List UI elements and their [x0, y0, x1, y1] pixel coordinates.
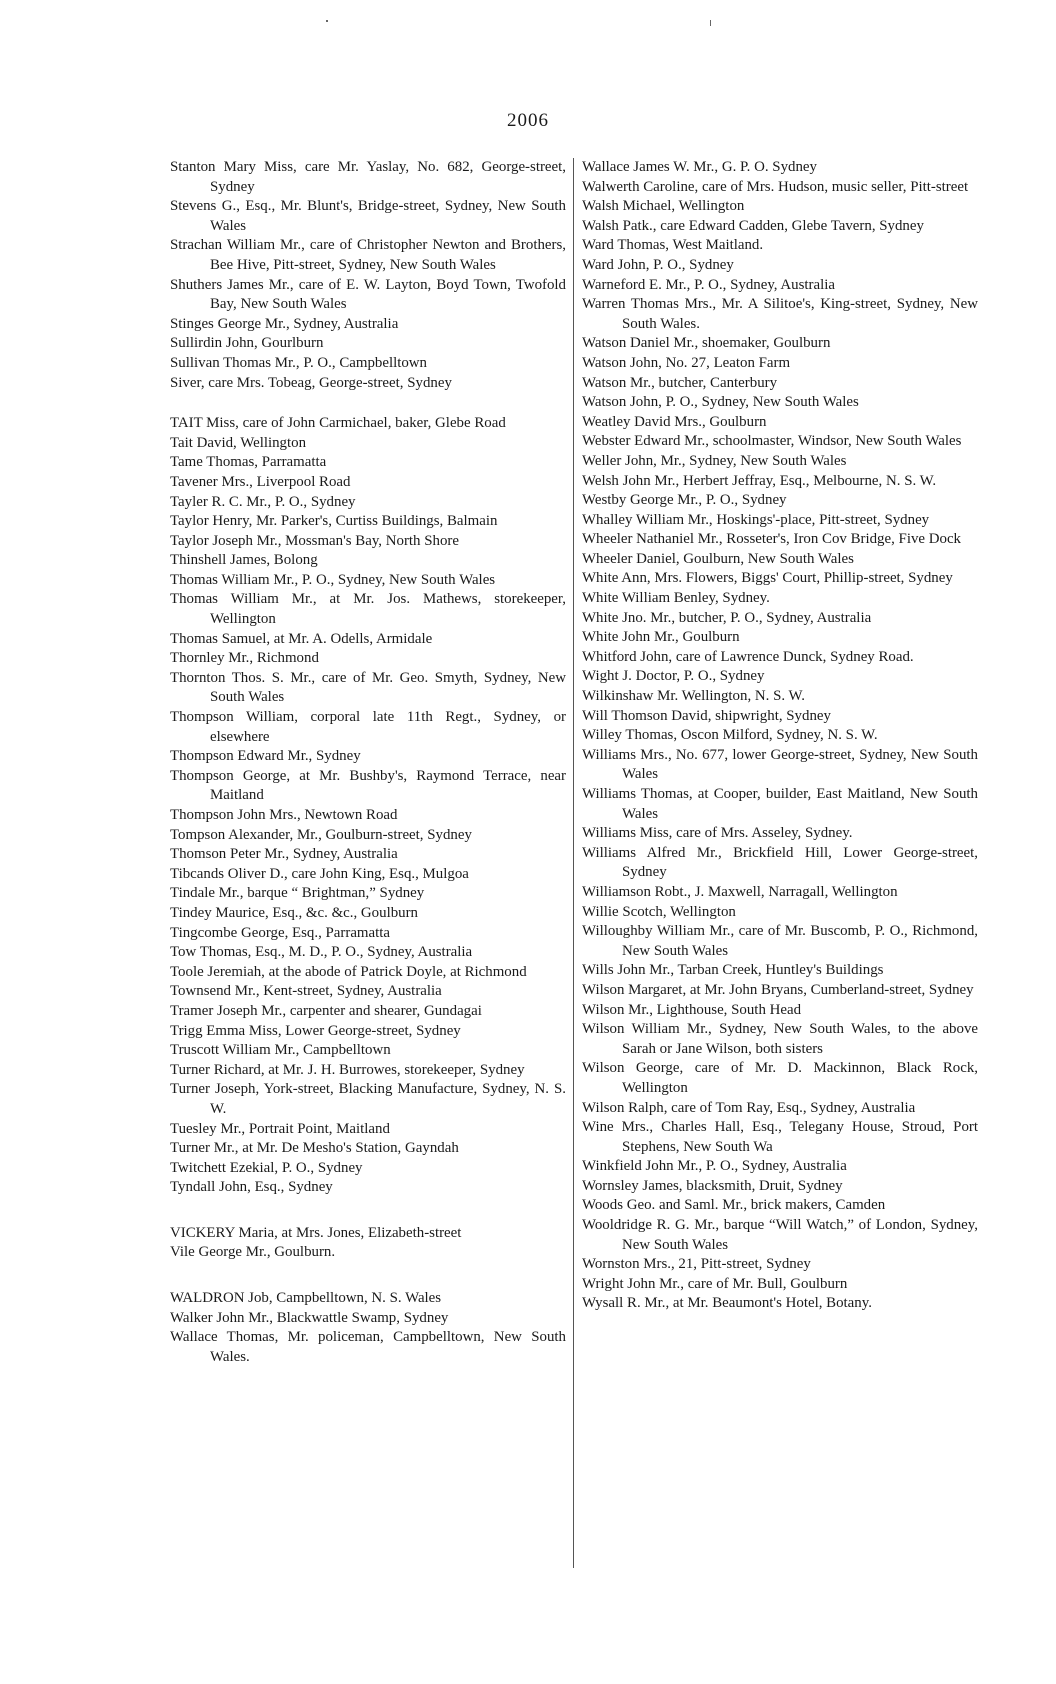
directory-entry: Willey Thomas, Oscon Milford, Sydney, N. S. W.	[582, 727, 878, 744]
directory-entry: Thinshell James, Bolong	[170, 552, 318, 569]
directory-entry: Thompson George, at Mr. Bushby's, Raymond Terrace, near Maitland	[170, 767, 566, 804]
directory-entry: Tibcands Oliver D., care John King, Esq., Mulgoa	[170, 865, 469, 882]
directory-entry: Will Thomson David, shipwright, Sydney	[582, 707, 831, 724]
directory-entry: Tayler R. C. Mr., P. O., Sydney	[170, 493, 356, 510]
directory-entry: Stevens G., Esq., Mr. Blunt's, Bridge-street, Sydney, New South Wales	[170, 198, 566, 234]
directory-entry: Wilkinshaw Mr. Wellington, N. S. W.	[582, 688, 805, 705]
directory-entry: Wooldridge R. G. Mr., barque “Will Watch,” of London, Sydney, New South Wales	[582, 1217, 978, 1253]
directory-entry: White John Mr., Goulburn	[582, 629, 740, 646]
directory-entry: Welsh John Mr., Herbert Jeffray, Esq., Melbourne, N. S. W.	[582, 472, 937, 489]
directory-entry: Walsh Patk., care Edward Cadden, Glebe Tavern, Sydney	[582, 217, 924, 234]
directory-entry: VICKERY Maria, at Mrs. Jones, Elizabeth-street	[170, 1224, 462, 1241]
directory-entry: Wright John Mr., care of Mr. Bull, Goulburn	[582, 1275, 848, 1292]
directory-entry: Tame Thomas, Parramatta	[170, 454, 327, 471]
directory-entry: Wilson William Mr., Sydney, New South Wales, to the above Sarah or Jane Wilson, both sisters	[582, 1021, 978, 1057]
directory-entry: Wallace Thomas, Mr. policeman, Campbelltown, New South Wales.	[170, 1329, 566, 1365]
directory-entry: Tingcombe George, Esq., Parramatta	[170, 924, 391, 941]
directory-entry: Woods Geo. and Saml. Mr., brick makers, Camden	[582, 1197, 886, 1214]
directory-entry: Wilson George, care of Mr. D. Mackinnon, Black Rock, Wellington	[582, 1060, 978, 1096]
directory-entry: Wheeler Nathaniel Mr., Rosseter's, Iron Cov Bridge, Five Dock	[582, 531, 961, 548]
directory-entry: Turner Joseph, York-street, Blacking Manufacture, Sydney, N. S. W.	[170, 1081, 566, 1117]
directory-entry: Tindale Mr., barque “ Brightman,” Sydney	[170, 885, 425, 902]
directory-entry: TAIT Miss, care of John Carmichael, baker, Glebe Road	[170, 415, 506, 432]
directory-entry: Trigg Emma Miss, Lower George-street, Sydney	[170, 1022, 461, 1039]
directory-entry: Thornley Mr., Richmond	[170, 650, 319, 667]
directory-entry: Siver, care Mrs. Tobeag, George-street, Sydney	[170, 374, 452, 391]
directory-entry: Wilson Mr., Lighthouse, South Head	[582, 1001, 802, 1018]
directory-entry: Wornston Mrs., 21, Pitt-street, Sydney	[582, 1256, 811, 1273]
directory-entry: Winkfield John Mr., P. O., Sydney, Australia	[582, 1158, 847, 1175]
directory-entry: Wysall R. Mr., at Mr. Beaumont's Hotel, Botany.	[582, 1295, 872, 1312]
column-divider	[573, 158, 574, 1568]
directory-entry: Walker John Mr., Blackwattle Swamp, Sydney	[170, 1309, 449, 1326]
directory-entry: Shuthers James Mr., care of E. W. Layton, Boyd Town, Twofold Bay, New South Wales	[170, 276, 566, 313]
directory-entry: Watson John, P. O., Sydney, New South Wales	[582, 394, 859, 411]
directory-entry: Taylor Henry, Mr. Parker's, Curtiss Buildings, Balmain	[170, 513, 498, 530]
directory-entry: Thompson Edward Mr., Sydney	[170, 748, 361, 765]
directory-entry: Thornton Thos. S. Mr., care of Mr. Geo. Smyth, Sydney, New South Wales	[170, 669, 566, 706]
directory-entry: Stinges George Mr., Sydney, Australia	[170, 315, 399, 332]
directory-entry: Westby George Mr., P. O., Sydney	[582, 492, 787, 509]
directory-entry: Tompson Alexander, Mr., Goulburn-street, Sydney	[170, 826, 472, 843]
directory-entry: Thomas William Mr., at Mr. Jos. Mathews, storekeeper, Wellington	[170, 591, 566, 628]
directory-entry: Wilson Margaret, at Mr. John Bryans, Cumberland-street, Sydney	[582, 981, 974, 998]
directory-entry: Toole Jeremiah, at the abode of Patrick Doyle, at Richmond	[170, 963, 527, 980]
directory-entry: Sullirdin John, Gourlburn	[170, 335, 324, 352]
directory-entry: Wilson Ralph, care of Tom Ray, Esq., Sydney, Australia	[582, 1099, 916, 1116]
directory-entry: Sullivan Thomas Mr., P. O., Campbelltown	[170, 354, 428, 371]
directory-entry: Twitchett Ezekial, P. O., Sydney	[170, 1159, 363, 1176]
directory-entry: Watson Daniel Mr., shoemaker, Goulburn	[582, 335, 831, 352]
directory-entry: Strachan William Mr., care of Christopher Newton and Brothers, Bee Hive, Pitt-street, Sydney, New South Wales	[170, 237, 566, 273]
directory-entry: Wight J. Doctor, P. O., Sydney	[582, 668, 765, 685]
left-column	[170, 158, 566, 1367]
directory-entry: Walsh Michael, Wellington	[582, 198, 745, 215]
directory-entry: Wine Mrs., Charles Hall, Esq., Telegany House, Stroud, Port Stephens, New South Wa	[582, 1119, 978, 1155]
page-number: 2006	[507, 110, 549, 131]
directory-entry: Taylor Joseph Mr., Mossman's Bay, North Shore	[170, 532, 459, 549]
directory-entry: White Jno. Mr., butcher, P. O., Sydney, Australia	[582, 609, 872, 626]
directory-entry: Tramer Joseph Mr., carpenter and shearer, Gundagai	[170, 1002, 482, 1019]
directory-entry: Willoughby William Mr., care of Mr. Buscomb, P. O., Richmond, New South Wales	[582, 923, 978, 959]
directory-entry: Tow Thomas, Esq., M. D., P. O., Sydney, Australia	[170, 944, 473, 961]
directory-entry: Warren Thomas Mrs., Mr. A Silitoe's, King-street, Sydney, New South Wales.	[582, 296, 978, 332]
directory-entry: Thomas Samuel, at Mr. A. Odells, Armidale	[170, 630, 433, 647]
directory-entry: Turner Richard, at Mr. J. H. Burrowes, storekeeper, Sydney	[170, 1061, 525, 1078]
directory-entry: Whitford John, care of Lawrence Dunck, Sydney Road.	[582, 648, 914, 665]
directory-entry: White William Benley, Sydney.	[582, 590, 770, 607]
directory-entry: Weatley David Mrs., Goulburn	[582, 413, 767, 430]
directory-entry: Williams Miss, care of Mrs. Asseley, Sydney.	[582, 825, 853, 842]
scan-speck	[710, 20, 711, 26]
directory-entry: Wornsley James, blacksmith, Druit, Sydney	[582, 1177, 843, 1194]
directory-entry: Williams Thomas, at Cooper, builder, East Maitland, New South Wales	[582, 786, 978, 822]
directory-entry: White Ann, Mrs. Flowers, Biggs' Court, Phillip-street, Sydney	[582, 570, 953, 587]
directory-entry: Thomson Peter Mr., Sydney, Australia	[170, 846, 398, 863]
directory-entry: Wills John Mr., Tarban Creek, Huntley's Buildings	[582, 962, 884, 979]
directory-entry: Watson Mr., butcher, Canterbury	[582, 374, 778, 391]
directory-entry: Warneford E. Mr., P. O., Sydney, Australia	[582, 276, 836, 293]
directory-entry: Weller John, Mr., Sydney, New South Wales	[582, 452, 847, 469]
directory-entry: Thompson John Mrs., Newtown Road	[170, 807, 398, 823]
directory-entry: Tindey Maurice, Esq., &c. &c., Goulburn	[170, 904, 419, 921]
directory-entry: Ward John, P. O., Sydney	[582, 256, 734, 273]
directory-entry: Tavener Mrs., Liverpool Road	[170, 473, 351, 490]
directory-entry: Ward Thomas, West Maitland.	[582, 237, 764, 254]
directory-entry: Tuesley Mr., Portrait Point, Maitland	[170, 1120, 390, 1137]
directory-entry: Williams Alfred Mr., Brickfield Hill, Lower George-street, Sydney	[582, 844, 978, 881]
directory-entry: Wallace James W. Mr., G. P. O. Sydney	[582, 159, 817, 175]
directory-entry: Vile George Mr., Goulburn.	[170, 1244, 336, 1261]
directory-entry: Williams Mrs., No. 677, lower George-street, Sydney, New South Wales	[582, 746, 978, 783]
directory-entry: Townsend Mr., Kent-street, Sydney, Australia	[170, 983, 442, 1000]
directory-entry: Willie Scotch, Wellington	[582, 903, 736, 920]
directory-entry: Williamson Robt., J. Maxwell, Narragall, Wellington	[582, 883, 898, 900]
directory-entry: Thomas William Mr., P. O., Sydney, New South Wales	[170, 571, 496, 588]
directory-entry: Walwerth Caroline, care of Mrs. Hudson, music seller, Pitt-street	[582, 178, 969, 195]
directory-entry: Watson John, No. 27, Leaton Farm	[582, 354, 791, 371]
right-column	[582, 158, 978, 1314]
directory-entry: Tyndall John, Esq., Sydney	[170, 1179, 333, 1196]
directory-entry: Turner Mr., at Mr. De Mesho's Station, Gayndah	[170, 1140, 459, 1157]
directory-entry: WALDRON Job, Campbelltown, N. S. Wales	[170, 1290, 442, 1307]
directory-entry: Stanton Mary Miss, care Mr. Yaslay, No. 682, George-street, Sydney	[170, 159, 566, 195]
directory-entry: Whalley William Mr., Hoskings'-place, Pitt-street, Sydney	[582, 511, 930, 528]
directory-entry: Wheeler Daniel, Goulburn, New South Wales	[582, 550, 854, 567]
directory-entry: Thompson William, corporal late 11th Regt., Sydney, or elsewhere	[170, 709, 566, 745]
directory-entry: Tait David, Wellington	[170, 434, 307, 451]
scan-speck	[326, 20, 328, 22]
directory-entry: Webster Edward Mr., schoolmaster, Windsor, New South Wales	[582, 433, 962, 450]
directory-entry: Truscott William Mr., Campbelltown	[170, 1042, 391, 1059]
